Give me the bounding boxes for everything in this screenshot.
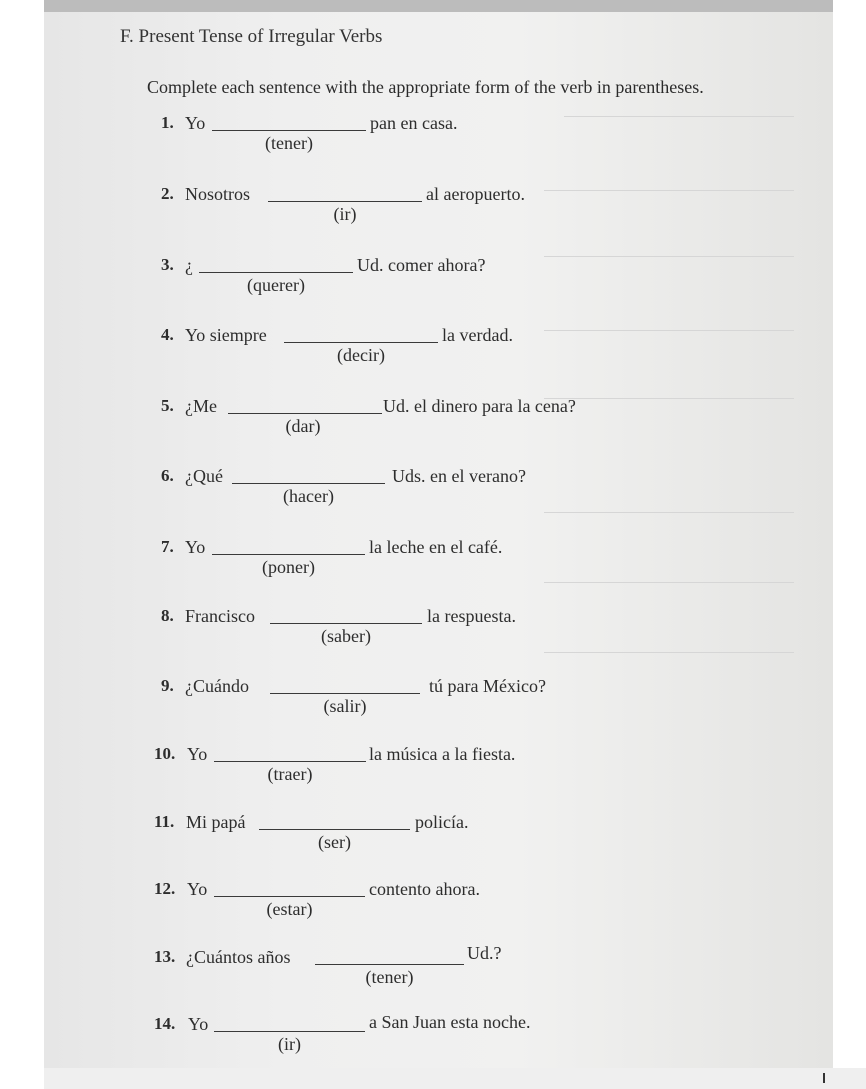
exercise-item: [44, 466, 833, 514]
sentence-end: Ud.?: [467, 943, 502, 963]
verb-hint: (querer): [247, 275, 305, 295]
answer-blank[interactable]: [214, 761, 366, 762]
item-number: 1.: [161, 113, 174, 132]
verb-hint: (ir): [278, 1034, 301, 1054]
sentence-start: Yo: [185, 113, 206, 133]
verb-hint: (tener): [365, 967, 414, 987]
sentence-start: Yo: [185, 537, 206, 557]
exercise-item: [44, 537, 833, 585]
exercise-item: [44, 255, 833, 303]
item-number: 13.: [154, 947, 176, 966]
verb-hint: (ir): [333, 204, 357, 224]
exercise-item: [44, 1014, 833, 1062]
answer-blank[interactable]: [214, 1031, 365, 1032]
sentence-end: policía.: [415, 812, 469, 832]
answer-blank[interactable]: [212, 554, 365, 555]
exercise-item: [44, 606, 833, 654]
answer-blank[interactable]: [228, 413, 382, 414]
sentence-start: Nosotros: [185, 184, 251, 204]
answer-blank[interactable]: [232, 483, 385, 484]
sentence-end: la respuesta.: [427, 606, 516, 626]
sentence-start: Francisco: [185, 606, 255, 626]
sentence-start: Yo: [187, 879, 208, 899]
exercise-item: [44, 879, 833, 927]
item-number: 5.: [161, 396, 174, 415]
exercise-item: [44, 184, 833, 232]
item-number: 7.: [161, 537, 174, 556]
right-margin: [833, 0, 866, 1089]
sentence-start: ¿: [185, 255, 193, 275]
item-number: 11.: [154, 812, 175, 831]
verb-hint: (ser): [318, 832, 351, 852]
item-number: 9.: [161, 676, 174, 695]
section-title: F. Present Tense of Irregular Verbs: [120, 26, 383, 47]
left-margin: [0, 0, 44, 1089]
item-number: 6.: [161, 466, 174, 485]
answer-blank[interactable]: [270, 693, 420, 694]
answer-blank[interactable]: [315, 964, 464, 965]
verb-hint: (salir): [323, 696, 367, 716]
exercise-item: [44, 325, 833, 373]
verb-hint: (dar): [285, 416, 321, 436]
top-page-edge: [44, 0, 833, 12]
sentence-end: pan en casa.: [370, 113, 458, 133]
item-number: 14.: [154, 1014, 176, 1033]
answer-blank[interactable]: [268, 201, 422, 202]
item-number: 12.: [154, 879, 176, 898]
sentence-end: la verdad.: [442, 325, 513, 345]
answer-blank[interactable]: [214, 896, 365, 897]
item-number: 3.: [161, 255, 174, 274]
item-number: 10.: [154, 744, 176, 763]
item-number: 8.: [161, 606, 174, 625]
item-number: 2.: [161, 184, 174, 203]
sentence-end: contento ahora.: [369, 879, 480, 899]
verb-hint: (decir): [337, 345, 385, 365]
verb-hint: (poner): [262, 557, 315, 577]
exercise-item: [44, 744, 833, 792]
verb-hint: (hacer): [283, 486, 334, 506]
sentence-end: tú para México?: [429, 676, 546, 696]
exercise-item: [44, 943, 833, 995]
sentence-start: ¿Qué: [185, 466, 223, 486]
instructions: Complete each sentence with the appropriate form of the verb in parentheses.: [147, 77, 704, 97]
sentence-start: ¿Me: [185, 396, 217, 416]
sentence-end: al aeropuerto.: [426, 184, 525, 204]
sentence-start: Mi papá: [186, 812, 246, 832]
sentence-start: Yo: [188, 1014, 209, 1034]
sentence-end: la música a la fiesta.: [369, 744, 516, 764]
answer-blank[interactable]: [270, 623, 422, 624]
sentence-end: a San Juan esta noche.: [369, 1012, 531, 1032]
verb-hint: (tener): [265, 133, 313, 153]
worksheet-page: [44, 12, 833, 1068]
exercise-item: [44, 396, 833, 444]
item-number: 4.: [161, 325, 174, 344]
answer-blank[interactable]: [199, 272, 353, 273]
sentence-start: Yo siempre: [185, 325, 267, 345]
sentence-start: ¿Cuándo: [185, 676, 249, 696]
exercise-item: [44, 113, 833, 161]
sentence-end: Ud. el dinero para la cena?: [383, 396, 576, 416]
verb-hint: (estar): [266, 899, 313, 919]
sentence-start: ¿Cuántos años: [186, 947, 291, 967]
sentence-end: Ud. comer ahora?: [357, 255, 486, 275]
sentence-start: Yo: [187, 744, 208, 764]
verb-hint: (traer): [267, 764, 313, 784]
exercise-item: [44, 676, 833, 724]
answer-blank[interactable]: [259, 829, 410, 830]
verb-hint: (saber): [321, 626, 371, 646]
answer-blank[interactable]: [212, 130, 366, 131]
sentence-end: Uds. en el verano?: [392, 466, 526, 486]
corner-mark: [823, 1073, 825, 1083]
answer-blank[interactable]: [284, 342, 438, 343]
bottom-page-edge: [44, 1068, 866, 1089]
sentence-end: la leche en el café.: [369, 537, 503, 557]
exercise-item: [44, 812, 833, 860]
